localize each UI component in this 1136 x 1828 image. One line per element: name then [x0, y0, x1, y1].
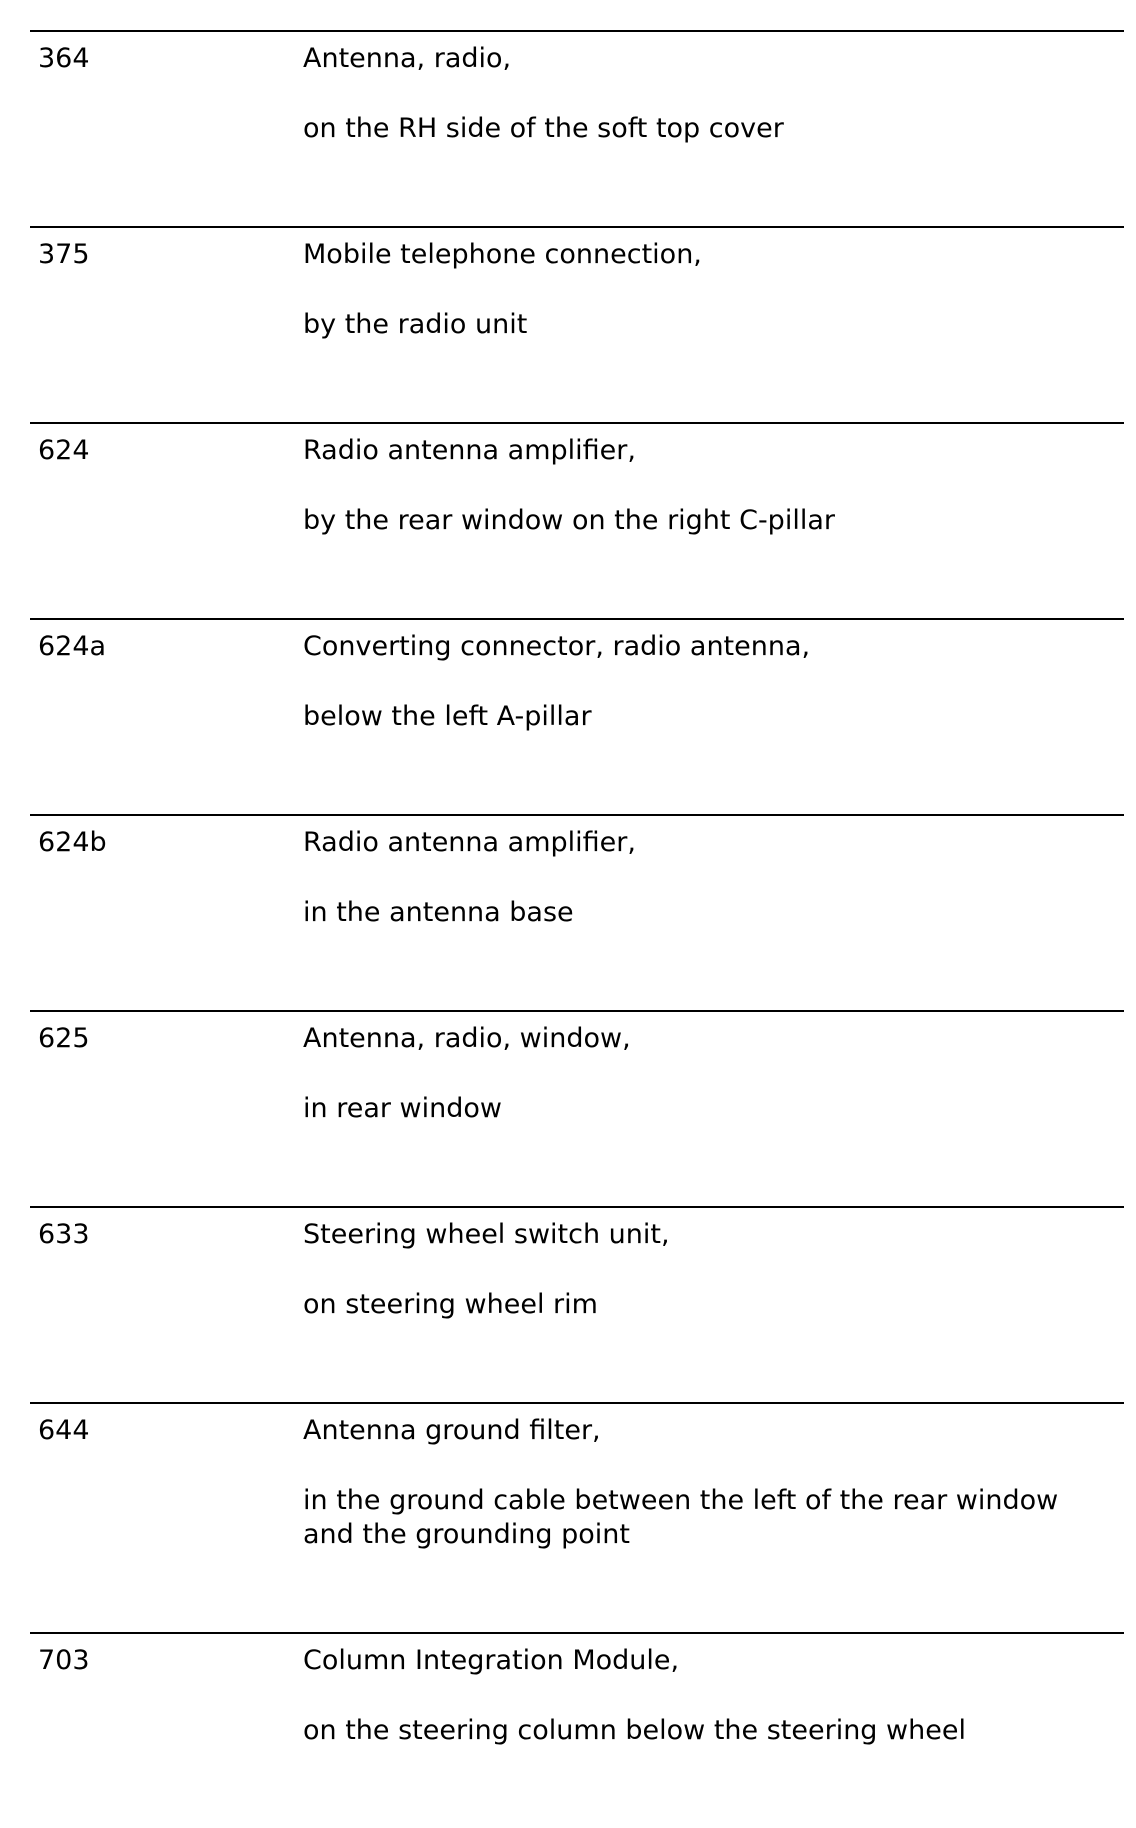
table-row [30, 1402, 1124, 1632]
table-row [30, 1010, 1124, 1206]
component-code: 625 [38, 1023, 90, 1054]
table-row [30, 422, 1124, 618]
component-title: Radio antenna amplifier, [303, 827, 636, 858]
component-location: in rear window [303, 1093, 502, 1124]
component-title: Antenna, radio, window, [303, 1023, 631, 1054]
component-location: in the antenna base [303, 897, 574, 928]
component-title: Steering wheel switch unit, [303, 1219, 670, 1250]
component-title: Mobile telephone connection, [303, 239, 702, 270]
component-code: 633 [38, 1219, 90, 1250]
component-location: by the rear window on the right C-pillar [303, 505, 835, 536]
component-description [303, 434, 1113, 538]
component-description [303, 630, 1113, 734]
component-table [30, 30, 1124, 1828]
component-code: 375 [38, 239, 90, 270]
component-description [303, 238, 1113, 342]
component-code: 703 [38, 1645, 90, 1676]
table-row [30, 1632, 1124, 1828]
component-location: in the ground cable between the left of the rear window and the grounding point [303, 1485, 1059, 1550]
component-location: on the RH side of the soft top cover [303, 113, 784, 144]
component-description [303, 1218, 1113, 1322]
table-row [30, 226, 1124, 422]
component-description [303, 826, 1113, 930]
component-location: on the steering column below the steering wheel [303, 1715, 966, 1746]
component-title: Antenna ground filter, [303, 1415, 601, 1446]
component-location: below the left A-pillar [303, 701, 592, 732]
component-description [303, 42, 1113, 146]
component-description [303, 1644, 1113, 1748]
component-code: 364 [38, 43, 90, 74]
component-code: 624b [38, 827, 107, 858]
component-title: Column Integration Module, [303, 1645, 680, 1676]
component-title: Converting connector, radio antenna, [303, 631, 811, 662]
component-location: on steering wheel rim [303, 1289, 598, 1320]
component-code: 644 [38, 1415, 90, 1446]
table-row [30, 814, 1124, 1010]
component-title: Antenna, radio, [303, 43, 512, 74]
table-row [30, 1206, 1124, 1402]
component-code: 624a [38, 631, 107, 662]
component-location: by the radio unit [303, 309, 528, 340]
component-code: 624 [38, 435, 90, 466]
component-description [303, 1022, 1113, 1126]
table-row [30, 618, 1124, 814]
component-description [303, 1414, 1113, 1552]
component-title: Radio antenna amplifier, [303, 435, 636, 466]
table-row [30, 30, 1124, 226]
